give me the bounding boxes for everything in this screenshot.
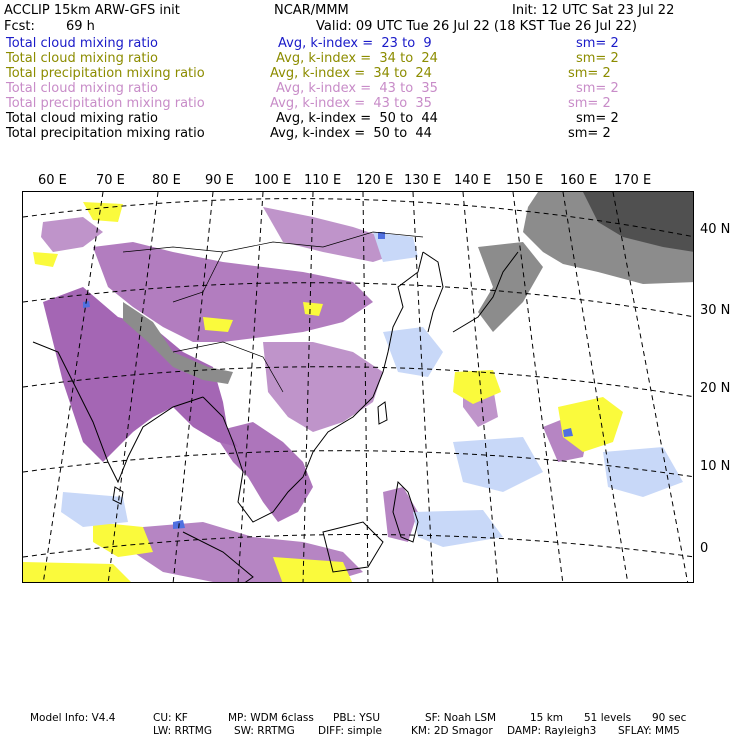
lightblue-field-indian-ocean bbox=[61, 492, 128, 527]
forecast-label: Fcst: bbox=[4, 19, 35, 34]
map-panel bbox=[22, 191, 694, 583]
purple-field-southeast-asia bbox=[213, 422, 313, 522]
lightblue-field-pacific bbox=[453, 437, 543, 492]
legend-row-avg: Avg, k-index = 23 to 9 bbox=[278, 36, 432, 51]
legend-row-field: Total cloud mixing ratio bbox=[6, 36, 159, 51]
yellow-field-northwest bbox=[33, 252, 58, 267]
gray-field-japan bbox=[478, 242, 543, 332]
lon-label: 90 E bbox=[205, 173, 234, 188]
footer-lw: LW: RRTMG bbox=[153, 725, 212, 737]
lon-label: 70 E bbox=[96, 173, 125, 188]
legend-row-sm: sm= 2 bbox=[576, 36, 619, 51]
purple-field-northwest bbox=[41, 217, 103, 252]
lightblue-field-east bbox=[603, 447, 683, 497]
lon-label: 100 E bbox=[254, 173, 292, 188]
legend-row-field: Total precipitation mixing ratio bbox=[6, 96, 205, 111]
footer-sw: SW: RRTMG bbox=[234, 725, 295, 737]
lon-label: 140 E bbox=[454, 173, 492, 188]
legend-row-avg: Avg, k-index = 50 to 44 bbox=[270, 126, 432, 141]
legend-row-avg: Avg, k-index = 43 to 35 bbox=[270, 96, 432, 111]
lon-line-100e bbox=[238, 192, 263, 583]
legend-row-sm: sm= 2 bbox=[568, 96, 611, 111]
footer-sf: SF: Noah LSM bbox=[425, 712, 497, 724]
organization-label: NCAR/MMM bbox=[274, 3, 349, 18]
lat-label: 30 N bbox=[700, 303, 731, 318]
footer-pbl: PBL: YSU bbox=[333, 712, 381, 724]
footer-model-info: Model Info: V4.4 bbox=[30, 712, 116, 724]
lon-label: 120 E bbox=[356, 173, 394, 188]
lon-label: 110 E bbox=[304, 173, 342, 188]
legend-row-avg: Avg, k-index = 43 to 35 bbox=[276, 81, 438, 96]
purple-field-philippines bbox=[383, 487, 418, 542]
lon-label: 150 E bbox=[506, 173, 544, 188]
footer-timestep: 90 sec bbox=[652, 712, 687, 724]
legend-row-avg: Avg, k-index = 34 to 24 bbox=[270, 66, 432, 81]
valid-time: Valid: 09 UTC Tue 26 Jul 22 (18 KST Tue 26 Jul 22) bbox=[316, 19, 637, 34]
lon-label: 60 E bbox=[38, 173, 67, 188]
legend-row-sm: sm= 2 bbox=[576, 51, 619, 66]
footer-km: KM: 2D Smagor bbox=[411, 725, 493, 737]
lightblue-field-equator bbox=[413, 510, 503, 547]
precip-cloud-fields bbox=[23, 192, 694, 583]
coastline-korea bbox=[423, 252, 443, 332]
footer-resolution: 15 km bbox=[530, 712, 564, 724]
footer-diff: DIFF: simple bbox=[318, 725, 382, 737]
legend-row-field: Total precipitation mixing ratio bbox=[6, 126, 205, 141]
lat-label: 0 bbox=[700, 541, 709, 556]
lon-label: 160 E bbox=[560, 173, 598, 188]
lat-label: 40 N bbox=[700, 222, 731, 237]
lon-label: 130 E bbox=[404, 173, 442, 188]
forecast-hour: 69 h bbox=[66, 19, 95, 34]
footer-damp: DAMP: Rayleigh3 bbox=[507, 725, 597, 737]
lon-label: 170 E bbox=[614, 173, 652, 188]
footer-sflay: SFLAY: MM5 bbox=[618, 725, 680, 737]
legend-row-sm: sm= 2 bbox=[576, 81, 619, 96]
lon-label: 80 E bbox=[152, 173, 181, 188]
lat-label: 20 N bbox=[700, 381, 731, 396]
footer-levels: 51 levels bbox=[584, 712, 632, 724]
yellow-field-north bbox=[83, 202, 123, 222]
legend-row-field: Total cloud mixing ratio bbox=[6, 81, 159, 96]
init-time: Init: 12 UTC Sat 23 Jul 22 bbox=[512, 3, 675, 18]
legend-row-sm: sm= 2 bbox=[568, 126, 611, 141]
legend-row-field: Total precipitation mixing ratio bbox=[6, 66, 205, 81]
footer-mp: MP: WDM 6class bbox=[228, 712, 314, 724]
lat-label: 10 N bbox=[700, 459, 731, 474]
map-canvas bbox=[23, 192, 694, 583]
legend-row-field: Total cloud mixing ratio bbox=[6, 111, 159, 126]
legend-row-sm: sm= 2 bbox=[576, 111, 619, 126]
coastline-taiwan bbox=[378, 402, 387, 424]
legend-row-sm: sm= 2 bbox=[568, 66, 611, 81]
plot-title: ACCLIP 15km ARW-GFS init bbox=[4, 3, 180, 18]
legend-row-field: Total cloud mixing ratio bbox=[6, 51, 159, 66]
legend-row-avg: Avg, k-index = 50 to 44 bbox=[276, 111, 438, 126]
legend-row-avg: Avg, k-index = 34 to 24 bbox=[276, 51, 438, 66]
footer-cu: CU: KF bbox=[153, 712, 188, 724]
yellow-field-south bbox=[23, 562, 133, 583]
